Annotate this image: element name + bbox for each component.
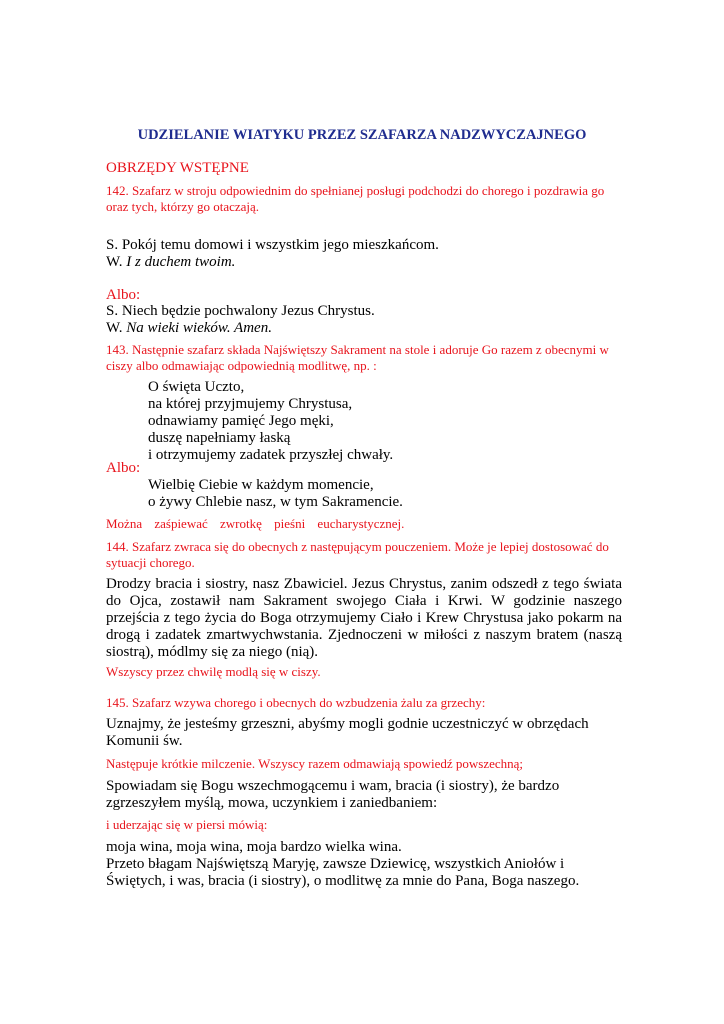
prayer-1-line: odnawiamy pamięć Jego męki, <box>148 413 334 429</box>
rubric-strike-chest: i uderzając się w piersi mówią: <box>106 817 268 832</box>
greeting-1-priest: S. Pokój temu domowi i wszystkim jego mieszkańcom. <box>106 237 439 253</box>
prayer-1 <box>106 379 664 464</box>
prayer-2-line: o żywy Chlebie nasz, w tym Sakramencie. <box>148 494 403 510</box>
greeting-2-response: W. Na wieki wieków. Amen. <box>106 320 272 336</box>
prayer-1-line: na której przyjmujemy Chrystusa, <box>148 396 353 412</box>
confiteor-part-2 <box>106 839 622 890</box>
greeting-2 <box>106 303 622 337</box>
greeting-2-priest: S. Niech będzie pochwalony Jezus Chrystus. <box>106 303 375 319</box>
prayer-2 <box>106 477 664 511</box>
greeting-1 <box>106 237 622 271</box>
confiteor-conclusion: Przeto błagam Najświętszą Maryję, zawsze Dziewicę, wszystkich Aniołów i Świętych, i was, bracia (i siostry), o modlitwę za mnie do Pana, Boga naszego. <box>106 856 580 889</box>
prayer-1-line: i otrzymujemy zadatek przyszłej chwały. <box>148 447 394 463</box>
greeting-1-response: W. I z duchem twoim. <box>106 254 236 270</box>
prayer-1-line: O święta Uczto, <box>148 379 245 395</box>
exhortation-text: Drodzy bracia i siostry, nasz Zbawiciel. Jezus Chrystus, zanim odszedł z tego świata do Ojca, zostawił nam Sakrament swojego Ciała i Krwi. W godzinie naszego przejścia z tego życia do Boga otrzymujemy Ciało i Krew Chrystusa jako pokarm na drogą i zadatek zmartwychwstania. Zjednoczeni w miłości z naszym bratem (naszą siostrą), módlmy się za niego (nią). <box>106 576 622 660</box>
prayer-1-line: duszę napełniamy łaską <box>148 430 291 446</box>
rubric-142: 142. Szafarz w stroju odpowiednim do spełnianej posługi podchodzi do chorego i pozdrawia go oraz tych, którzy go otaczają. <box>106 183 605 214</box>
rubric-145: 145. Szafarz wzywa chorego i obecnych do wzbudzenia żalu za grzechy: <box>106 695 486 710</box>
prayer-2-line: Wielbię Ciebie w każdym momencie, <box>148 477 374 493</box>
rubric-confession: Następuje krótkie milczenie. Wszyscy razem odmawiają spowiedź powszechną; <box>106 756 524 771</box>
albo-label-1: Albo: <box>106 287 141 303</box>
albo-label-2: Albo: <box>106 460 141 476</box>
rubric-song: Można zaśpiewać zwrotkę pieśni eucharystycznej. <box>106 516 405 531</box>
confiteor-mea-culpa: moja wina, moja wina, moja bardzo wielka wina. <box>106 839 402 855</box>
rubric-143: 143. Następnie szafarz składa Najświętszy Sakrament na stole i adoruje Go razem z obecnymi w ciszy albo odmawiając odpowiednią modlitwę, np. : <box>106 342 609 373</box>
confiteor-part-1: Spowiadam się Bogu wszechmogącemu i wam, bracia (i siostry), że bardzo zgrzeszyłem myślą, mowa, uczynkiem i zaniedbaniem: <box>106 778 560 811</box>
rubric-silence: Wszyscy przez chwilę modlą się w ciszy. <box>106 664 321 679</box>
rubric-144: 144. Szafarz zwraca się do obecnych z następującym pouczeniem. Może je lepiej dostosować do sytuacji chorego. <box>106 539 609 570</box>
section-heading: OBRZĘDY WSTĘPNE <box>106 160 249 176</box>
document-title: UDZIELANIE WIATYKU PRZEZ SZAFARZA NADZWYCZAJNEGO <box>137 127 587 143</box>
call-to-repentance: Uznajmy, że jesteśmy grzeszni, abyśmy mogli godnie uczestniczyć w obrzędach Komunii św. <box>106 716 589 749</box>
